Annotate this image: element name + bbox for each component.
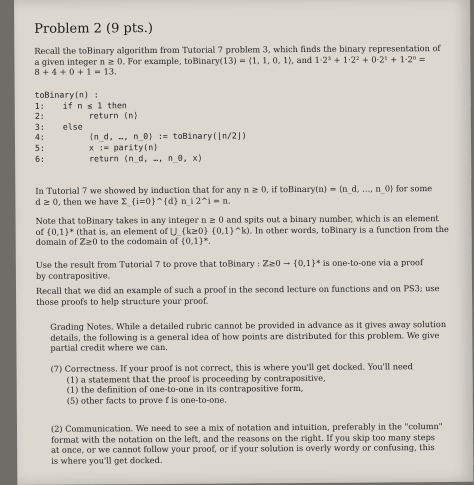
- line-number: 4:: [34, 132, 45, 143]
- communication-section: [37, 421, 461, 466]
- algorithm-line: [35, 150, 459, 164]
- intro-line: 8 + 4 + 0 + 1 = 13.: [34, 66, 117, 78]
- line-number: 1:: [34, 100, 45, 111]
- line-number: 2:: [34, 110, 45, 122]
- line-code: ⟨n_d, …, n_0⟩ := toBinary(⌊n/2⌋): [88, 130, 247, 142]
- line-number: 3:: [34, 121, 45, 132]
- line-code: else: [62, 121, 83, 132]
- algorithm-block: [35, 87, 460, 164]
- line-code: x := parity(n): [88, 141, 159, 153]
- communication-line: at once, or we cannot follow your proof, or if your solution is overly wordy or confusing, this: [51, 442, 435, 455]
- algorithm-header: toBinary(n) :: [34, 89, 99, 100]
- grading-notes: [36, 319, 460, 354]
- homework-page: [14, 0, 473, 485]
- grading-line: partial credit where we can.: [50, 342, 168, 353]
- intro-paragraph: [34, 43, 458, 78]
- line-number: 6:: [35, 153, 46, 164]
- correctness-subitem: (1) a statement that the proof is proceeding by contrapositive,: [66, 372, 326, 385]
- intro-line: a given integer n ≥ 0. For example, toBinary(13) = ⟨1, 1, 0, 1⟩, and 1·2³ + 1·2² + 0·2¹ + 1·2⁰ =: [34, 53, 426, 67]
- line-code: return ⟨n⟩: [88, 110, 139, 121]
- line-number: 5:: [34, 142, 45, 153]
- correctness-section: [37, 361, 461, 406]
- line-code: return ⟨n_d, …, n_0, x⟩: [89, 152, 203, 164]
- grading-line: details, the following is a general idea of how points are distributed for this problem. We give: [50, 329, 440, 343]
- grading-line: Grading Notes. While a detailed rubric cannot be provided in advance as it gives away solution: [50, 318, 447, 332]
- correctness-subitem: (1) the definition of one-to-one in its contrapositive form,: [66, 383, 304, 395]
- induction-paragraph: [35, 183, 459, 207]
- correctness-subitem: (5) other facts to prove f is one-to-one.: [66, 394, 227, 406]
- communication-line: is where you'll get docked.: [51, 454, 163, 466]
- recall-paragraph: [36, 283, 460, 307]
- para-line: Recall that we did an example of such a proof in the second lecture on functions and on PS3; use: [35, 283, 440, 296]
- communication-line: (2) Communication. We need to see a mix of notation and intuition, preferably in the "column": [50, 421, 443, 434]
- para-line: those proofs to help structure your proof.: [36, 295, 209, 307]
- para-line: of {0,1}* (that is, an element of ⋃_{k≥0} {0,1}^k). In other words, toBinary is a function from the: [35, 223, 449, 237]
- para-line: domain of ℤ≥0 to the codomain of {0,1}*.: [35, 235, 211, 248]
- problem-title: Problem 2 (9 pts.): [34, 21, 153, 37]
- note-paragraph: [36, 213, 460, 248]
- para-line: d ≥ 0, then we have Σ_{i=0}^{d} n_i 2^i = n.: [35, 195, 231, 207]
- communication-line: format with the notation on the left, and the reasons on the right. If you skip too many steps: [51, 431, 436, 445]
- para-line: by contrapositive.: [35, 269, 111, 281]
- line-code: if n ≤ 1 then: [62, 99, 127, 111]
- para-line: Use the result from Tutorial 7 to prove that toBinary : ℤ≥0 → {0,1}* is one-to-one via a proof: [35, 257, 424, 270]
- task-paragraph: [36, 257, 460, 281]
- correctness-heading: (7) Correctness. If your proof is not correct, this is where you'll get docked. You'll need: [50, 361, 413, 374]
- intro-line: Recall the toBinary algorithm from Tutorial 7 problem 3, which finds the binary representation of: [34, 43, 441, 56]
- para-line: Note that toBinary takes in any integer n ≥ 0 and spits out a binary number, which is an element: [35, 213, 439, 226]
- para-line: In Tutorial 7 we showed by induction that for any n ≥ 0, if toBinary(n) = ⟨n_d, …, n_0⟩ for some: [35, 183, 433, 196]
